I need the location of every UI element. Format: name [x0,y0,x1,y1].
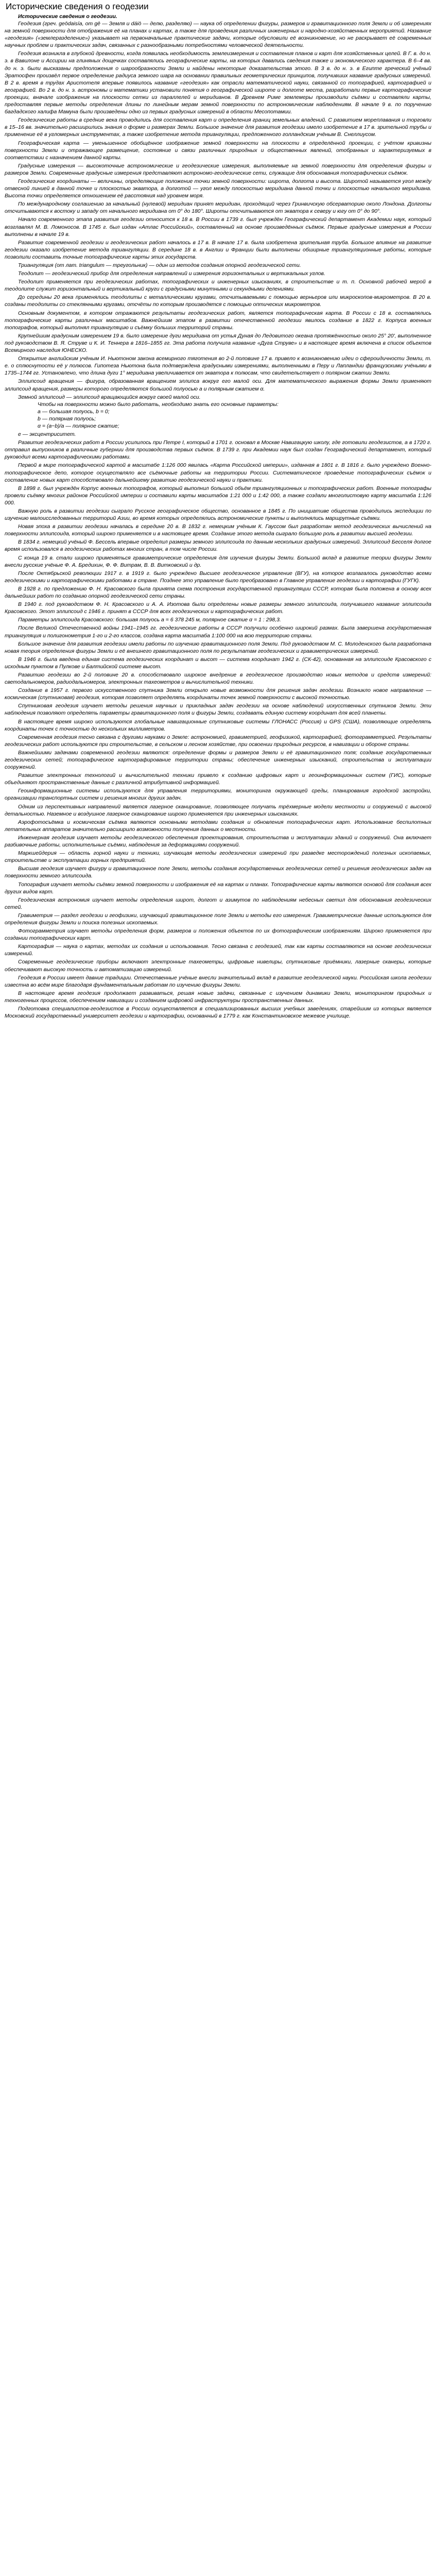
paragraph: В 1834 г. немецкий учёный Ф. Бессель впервые определил размеры земного эллипсоида по данным нескольких градусных измерений. Эллипсоид Бесселя долгое время использовался в геодезических работах многих стран, в том числе России. [5,539,431,553]
paragraph: Топография изучает методы съёмки земной поверхности и изображения её на картах и планах. Топографические карты являются основой для создания всех других видов карт. [5,881,431,895]
paragraph: α = (a−b)/a — полярное сжатие; [38,422,119,429]
paragraph: Развитию геодезии во 2-й половине 20 в. способствовало широкое внедрение в геодезическое производство новых методов и средств измерений: светодальномеров, радиодальномеров, электронных тахеометров и вычислительной техники. [5,671,431,686]
paragraph: В настоящее время широко используются глобальные навигационные спутниковые системы ГЛОНАСС (Россия) и GPS (США), позволяющие определять координаты точек с точностью до нескольких миллиметров. [5,718,431,732]
paragraph: Теодолит применяется при геодезических работах, топографических и инженерных изысканиях, в строительстве и т. п. Основной рабочей мерой в теодолите служит горизонтальный и вертикальный круги с градусными минутными и секундными делениями. [5,279,431,293]
paragraph: b — полярная полуось; [38,415,96,422]
paragraph: Подготовка специалистов-геодезистов в России осуществляется в специализированных высших учебных заведениях, старейшим из которых является Московский государственный университет геодезии и картографии, основанный в 1779 г. как Константиновское межевое училище. [5,1006,431,1020]
article-body [5,20,431,1020]
paragraph: Развитие электронных технологий и вычислительной техники привело к созданию цифровых карт и геоинформационных систем (ГИС), которые объединяют пространственные данные с различной атрибутивной информацией. [5,772,431,786]
paragraph: Важнейшими задачами современной геодезии являются: определение формы и размеров Земли и её гравитационного поля; создание государственных геодезических сетей; топографическое картографирование территории страны; обеспечение инженерных изысканий, строительства и эксплуатации сооружений. [5,749,431,771]
paragraph: Фотограмметрия изучает методы определения форм, размеров и положения объектов по их фотографическим изображениям. Широко применяется при создании топографических карт. [5,928,431,942]
paragraph: В 1898 г. был учреждён Корпус военных топографов, который выполнил большой объём триангуляционных и топографических работ. Военные топографы провели съёмку многих районов Российской империи и составили карты масштабов 1:21 000 и 1:42 000, а также создали многолистовую карту масштаба 1:126 000. [5,485,431,506]
paragraph: Новая эпоха в развитии геодезии началась в середине 20 в. В 1832 г. немецким учёным К. Гауссом был разработан метод геодезических вычислений на поверхности эллипсоида, который широко применяется и в настоящее время. Создание этого метода сыграло большую роль в развитии высшей геодезии. [5,523,431,537]
paragraph: Создание в 1957 г. первого искусственного спутника Земли открыло новые возможности для решения задач геодезии. Возникло новое направление — космическая (спутниковая) геодезия, которая позволяет определять координаты точек земной поверхности с высокой точностью. [5,687,431,701]
paragraph: Теодолит — геодезический прибор для определения направлений и измерения горизонтальных и вертикальных углов. [18,270,325,277]
paragraph: а — большая полуось, b = 0; [38,408,110,415]
paragraph: Геодезия в России имеет давние традиции. Отечественные учёные внесли значительный вклад в развитие геодезической науки. Российская школа геодезии известна во всём мире благодаря фундаментальным работам по изучению фигуры Земли. [5,974,431,988]
paragraph: Одним из перспективных направлений является лазерное сканирование, позволяющее получать трёхмерные модели местности и сооружений с высокой детальностью. Наземное и воздушное лазерное сканирование широко применяется при инженерных изысканиях. [5,803,431,817]
paragraph: Основным документом, в котором отражаются результаты геодезических работ, является топографическая карта. В России с 18 в. составлялись топографические карты различных масштабов. Важнейшим этапом в развитии отечественной геодезии явилось создание в 1822 г. Корпуса военных топографов, который выполнял триангуляцию и съёмку больших территорий страны. [5,310,431,331]
paragraph: Развитие современной геодезии и геодезических работ началось в 17 в. В начале 17 в. была изобретена зрительная труба. Большое влияние на развитие геодезии оказало изобретение метода триангуляции. В середине 18 в. в Англии и Франции были выполнены обширные триангуляционные работы, которые позволили составить точные топографические карты этих государств. [5,239,431,260]
paragraph: В 1940 г. под руководством Ф. Н. Красовского и А. А. Изотова были определены новые размеры земного эллипсоида, получившего название эллипсоида Красовского. Этот эллипсоид с 1946 г. принят в СССР для всех геодезических и картографических работ. [5,601,431,615]
paragraph: Крупнейшим градусным измерением 19 в. было измерение дуги меридиана от устья Дуная до Ледовитого океана протяжённостью около 25° 20', выполненное под руководством В. Я. Струве и К. И. Теннера в 1816–1855 гг. Эта работа получила название «Дуга Струве» и в настоящее время включена в список объектов Всемирного наследия ЮНЕСКО. [5,332,431,354]
paragraph: Эллипсоид вращения — фигура, образованная вращением эллипса вокруг его малой оси. Для математического выражения формы Земли применяют эллипсоид вращения, размеры которого определяются большой полуосью a и полярным сжатием α. [5,378,431,392]
section-heading: Исторические сведения о геодезии. [18,13,117,20]
paragraph: Геодезические работы в средние века проводились для составления карт и определения границ земельных владений. С развитием мореплавания и торговли в 15–16 вв. значительно расширились знания о форме и размерах Земли. Большое значение для развития геодезии имело изобретение в 17 в. зрительной трубы и применение её в угломерных инструментах, а также изобретение метода триангуляции, предложенного голландским учёным В. Снеллиусом. [5,117,431,138]
page-title: Исторические сведения о геодезии [6,2,149,11]
paragraph: Земной эллипсоид — эллипсоид вращающийся вокруг своей малой оси. [18,394,201,400]
paragraph: В 1928 г. по предложению Ф. Н. Красовского была принята схема построения государственной триангуляции СССР, которая была положена в основу всех дальнейших работ по созданию опорной геодезической сети страны. [5,585,431,600]
paragraph: Геодезическая астрономия изучает методы определения широт, долгот и азимутов по наблюдениям небесных светил для обоснования геодезических сетей. [5,896,431,910]
paragraph: Большое значение для развития геодезии имели работы по изучению гравитационного поля Земли. Под руководством М. С. Молоденского была разработана новая теория определения фигуры Земли и её внешнего гравитационного поля по результатам геодезических и гравиметрических измерений. [5,640,431,654]
paragraph: Градусные измерения — высокоточные астрономические и геодезические измерения, выполняемые на земной поверхности для определения фигуры и размеров Земли. Современные градусные измерения представляют астрономо-геодезические сети, служащие для обоснования топографических съёмок. [5,162,431,176]
paragraph: Современные геодезические приборы включают электронные тахеометры, цифровые нивелиры, спутниковые приёмники, лазерные сканеры, которые обеспечивают высокую точность и автоматизацию измерений. [5,959,431,973]
paragraph: Открытие английским учёным И. Ньютоном закона всемирного тяготения во 2-й половине 17 в. привело к возникновению идеи о сфероидичности Земли, т. е. о сплюснутости её у полюсов. Гипотеза Ньютона была подтверждена градусными измерениями, выполненными в Перу и Лапландии французскими учёными в 1735–1744 гг. Установлено, что длина дуги 1° меридиана увеличивается от экватора к полюсам, что свидетельствует о полярном сжатии Земли. [5,355,431,377]
paragraph: Аэрофотосъёмка и космическая съёмка являются основными методами создания и обновления топографических карт. Использование беспилотных летательных аппаратов значительно расширило возможности получения данных о местности. [5,819,431,833]
paragraph: Геодезия (греч. geōdaisía, от gē — Земля и dáiō — делю, разделяю) — наука об определении фигуры, размеров и гравитационного поля Земли и об измерениях на земной поверхности для отображения её на планах и картах, а также для проведения различных инженерных и народно-хозяйственных мероприятий. Название «геодезия» («землеразделение») указывает на первоначальные практические задачи, которые обусловили её возникновение, но не раскрывает её современных научных проблем и практических задач, связанных с разнообразными потребностями человеческой деятельности. [5,21,431,49]
paragraph: Геодезия возникла в глубокой древности, когда появилась необходимость землеизмерения и составления планов и карт для хозяйственных целей. В Г. в. до н. э. в Вавилоне и Ассирии на глиняных дощечках составлялись географические карты, на которых давались сведения также и экономического характера. В 6–4 вв. до н. э. были высказаны предположения о шарообразности Земли и найдены некоторые доказательства этого. В 3 в. до н. э. в Египте греческий учёный Эратосфен произвёл первое определение радиуса земного шара на основании правильных геометрических принципов, получивших название градусных измерений. В 2 в. время в трудах Аристотеля впервые появилось название «геодезия» как отрасли математической науки, связанной со топографией, картографией и географией. Во 2 в. до н. э. астрономы и математики установили понятия о географической широте и долготе места, разработали первые картографические проекции, вначале изображения на плоскости сетки из параллелей и меридианов. В Древнем Риме землемеры производили съёмки и составляли карты, предоставляя первые методы определения длины по линейным мерам земной поверхности по астрономическим наблюдениям. В начале 9 в. по поручению багдадского халифа Мамуна были произведены одно из первых градусных измерений в области Месопотамии. [5,50,431,115]
paragraph: После Октябрьской революции 1917 г. в 1919 г. было учреждено Высшее геодезическое управление (ВГУ), на которое возлагалось руководство всеми геодезическими и картографическими работами в стране. Позднее это управление было преобразовано в Главное управление геодезии и картографии (ГУГК). [5,570,431,584]
paragraph: Картография — наука о картах, методах их создания и использования. Тесно связана с геодезией, так как карты составляются на основе геодезических измерений. [5,943,431,957]
paragraph: e — эксцентриситет. [18,431,76,438]
paragraph: Важную роль в развитии геодезии сыграло Русское географическое общество, основанное в 1845 г. По инициативе общества проводились экспедиции по изучению малоисследованных территорий Азии, во время которых определялись астрономические пункты и выполнялись маршрутные съёмки. [5,508,431,522]
paragraph: Первой в мире топографической картой в масштабе 1:126 000 явилась «Карта Российской империи», изданная в 1801 г. В 1816 г. было учреждено Военно-топографическое депо, которое осуществляло все съёмочные работы на территории России. Систематическое проведение топографических съёмок и составление новых карт способствовало дальнейшему развитию геодезической науки и практики. [5,462,431,483]
paragraph: Параметры эллипсоида Красовского: большая полуось a = 6 378 245 м, полярное сжатие α = 1 : 298,3. [18,617,281,623]
paragraph: Геоинформационные системы используются для управления территориями, мониторинга окружающей среды, планирования городской застройки, организации транспортных систем и решения многих других задач. [5,788,431,802]
paragraph: Маркшейдерия — область горной науки и техники, изучающая методы геодезических измерений при разведке месторождений полезных ископаемых, строительстве и эксплуатации горных предприятий. [5,850,431,864]
paragraph: С конца 19 в. стали широко применяться гравиметрические определения для изучения фигуры Земли. Большой вклад в развитие теории фигуры Земли внесли русские учёные Ф. А. Бредихин, Ф. Ф. Витрам, В. В. Витковский и др. [5,554,431,568]
paragraph: Современная геодезия тесно связана с другими науками о Земле: астрономией, гравиметрией, геофизикой, картографией, фотограмметрией. Результаты геодезических работ используются при строительстве, в сельском и лесном хозяйстве, при освоении природных ресурсов, в навигации и обороне страны. [5,734,431,748]
paragraph: В настоящее время геодезия продолжает развиваться, решая новые задачи, связанные с изучением динамики Земли, мониторингом природных и техногенных процессов, обеспечением навигации и созданием цифровой инфраструктуры пространственных данных. [5,990,431,1004]
paragraph: Инженерная геодезия изучает методы геодезического обеспечения проектирования, строительства и эксплуатации зданий и сооружений. Она включает разбивочные работы, исполнительные съёмки, наблюдения за деформациями сооружений. [5,834,431,849]
paragraph: Чтобы на поверхности можно было работать, необходимо знать его основные параметры: [38,401,279,408]
paragraph: По международному соглашению за начальный (нулевой) меридиан принят меридиан, проходящий через Гринвичскую обсерваторию около Лондона. Долготы отсчитываются к востоку и западу от начального меридиана от 0° до 180°. Широты отсчитываются от экватора к северу и югу от 0° до 90°. [5,201,431,215]
paragraph: Развитие геодезических работ в России усилилось при Петре I, который в 1701 г. основал в Москве Навигацкую школу, где готовили геодезистов, а в 1720 г. отправил выпускников в различные губернии для производства первых съёмок. В 1739 г. при Академии наук был создан Географический департамент, который руководил всеми картографическими работами. [5,439,431,461]
paragraph: Гравиметрия — раздел геодезии и геофизики, изучающий гравитационное поле Земли и методы его измерения. Гравиметрические данные используются для определения фигуры Земли и поиска полезных ископаемых. [5,912,431,926]
paragraph: Геодезические координаты — величины, определяющие положение точки земной поверхности: широта, долгота и высота. Широтой называется угол между отвесной линией в данной точке и плоскостью экватора, а долготой — угол между плоскостью меридиана данной точки и плоскостью начального меридиана. Высота точки определяется отношением её расстояния над уровнем моря. [5,178,431,199]
paragraph: Триангуляция (от лат. triangulum — треугольник) — один из методов создания опорной геодезической сети. [18,262,301,268]
paragraph: После Великой Отечественной войны 1941–1945 гг. геодезические работы в СССР получили особенно широкий размах. Была завершена государственная триангуляция и полигонометрия 1-го и 2-го классов, создана карта масштаба 1:100 000 на всю территорию страны. [5,625,431,639]
paragraph: Высшая геодезия изучает фигуру и гравитационное поле Земли, методы создания государственных геодезических сетей и решения геодезических задач на поверхности земного эллипсоида. [5,866,431,879]
paragraph: Начало современного этапа развития геодезии относится к 18 в. В России в 1739 г. был учреждён Географический департамент Академии наук, который возглавлял М. В. Ломоносов. В 1745 г. был издан «Атлас Российский», составленный на основе произведённых съёмок. Первые градусные измерения в России выполнены в начале 19 в. [5,216,431,238]
paragraph: Географическая карта — уменьшенное обобщённое изображение земной поверхности на плоскости в определённой проекции, с учётом кривизны поверхности Земли и отражающее размещение, состояние и связи различных природных и общественных явлений, отобранных и характеризуемых в соответствии с назначением данной карты. [5,140,431,161]
paragraph: Спутниковая геодезия изучает методы решения научных и прикладных задач геодезии на основе наблюдений искусственных спутников Земли. Эти наблюдения позволяют определять параметры гравитационного поля и фигуры Земли, создавать единую систему координат для всей планеты. [5,703,431,717]
paragraph: В 1946 г. была введена единая система геодезических координат и высот — система координат 1942 г. (СК-42), основанная на эллипсоиде Красовского с исходным пунктом в Пулкове и Балтийской системе высот. [5,656,431,670]
paragraph: До середины 20 века применялись теодолиты с металлическими кругами, отсчитываемыми с помощью верньеров или микроскопов-микрометров. В 20 в. созданы теодолиты со стеклянными кругами, отсчёты по которым производятся с помощью оптических микрометров. [5,294,431,308]
